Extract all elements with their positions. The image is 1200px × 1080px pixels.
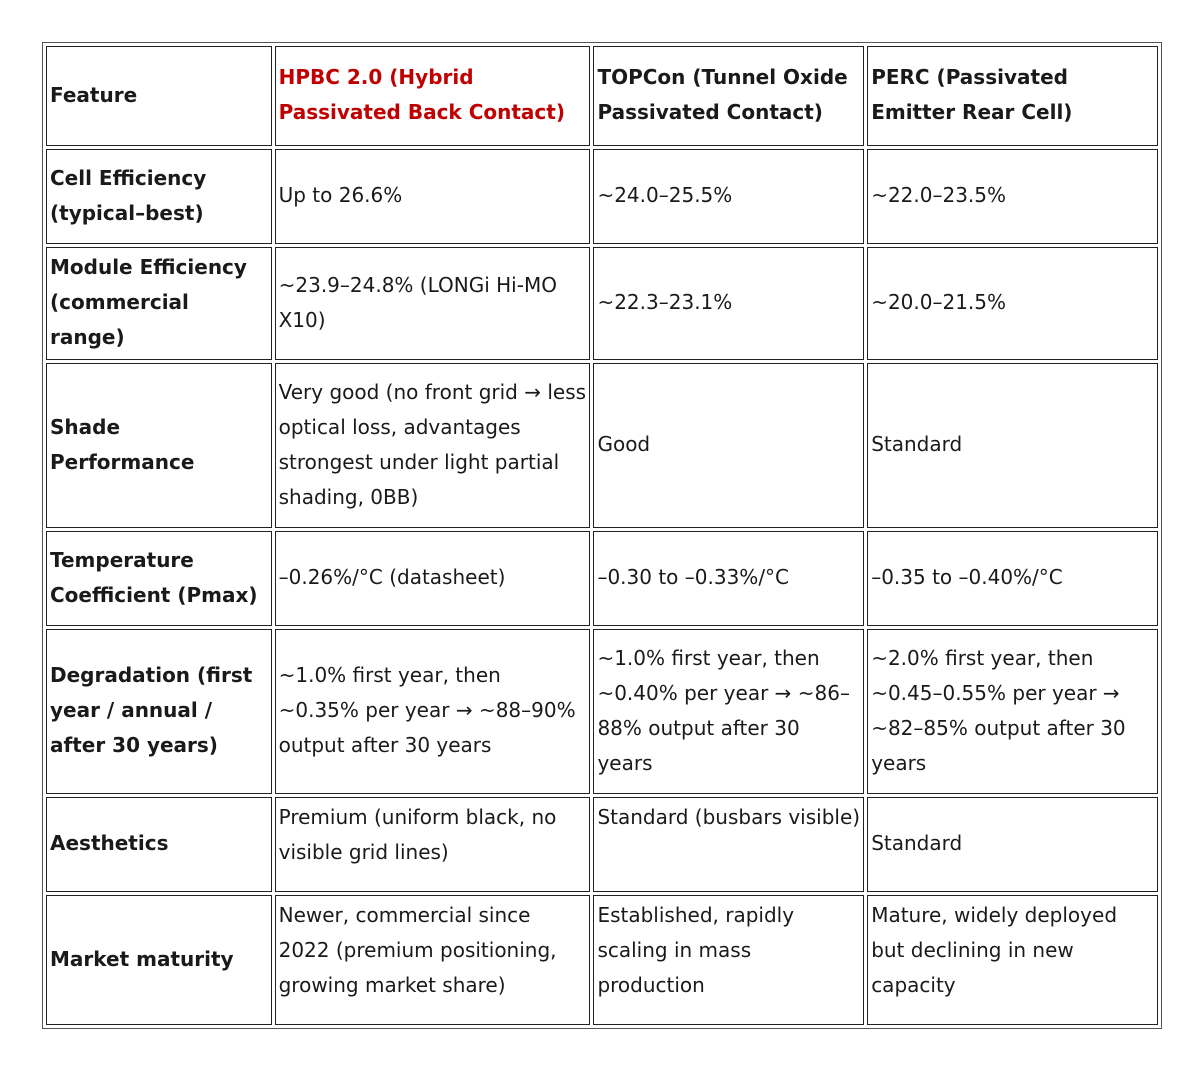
header-feature: Feature bbox=[46, 46, 272, 146]
row-feature-cell-efficiency: Cell Efficiency (typical–best) bbox=[46, 149, 272, 244]
cell-perc: Standard bbox=[867, 363, 1158, 528]
solar-cell-comparison-table bbox=[42, 42, 1162, 1029]
cell-perc: ~20.0–21.5% bbox=[867, 247, 1158, 360]
cell-hpbc: Newer, commercial since 2022 (premium positioning, growing market share) bbox=[275, 895, 591, 1025]
header-row bbox=[46, 46, 1158, 146]
table-row bbox=[46, 149, 1158, 244]
cell-topcon: Established, rapidly scaling in mass production bbox=[593, 895, 864, 1025]
row-feature-shade-performance: Shade Performance bbox=[46, 363, 272, 528]
cell-hpbc: Very good (no front grid → less optical loss, advantages strongest under light partial shading, 0BB) bbox=[275, 363, 591, 528]
cell-hpbc: Premium (uniform black, no visible grid lines) bbox=[275, 797, 591, 892]
row-feature-module-efficiency: Module Efficiency (commercial range) bbox=[46, 247, 272, 360]
cell-perc: ~2.0% first year, then ~0.45–0.55% per year → ~82–85% output after 30 years bbox=[867, 629, 1158, 794]
table-row bbox=[46, 895, 1158, 1025]
row-feature-degradation: Degradation (first year / annual / after 30 years) bbox=[46, 629, 272, 794]
table-row bbox=[46, 531, 1158, 626]
row-feature-aesthetics: Aesthetics bbox=[46, 797, 272, 892]
table-row bbox=[46, 797, 1158, 892]
table-row bbox=[46, 247, 1158, 360]
cell-hpbc: ~23.9–24.8% (LONGi Hi-MO X10) bbox=[275, 247, 591, 360]
cell-hpbc: –0.26%/°C (datasheet) bbox=[275, 531, 591, 626]
header-topcon: TOPCon (Tunnel Oxide Passivated Contact) bbox=[593, 46, 864, 146]
cell-perc: –0.35 to –0.40%/°C bbox=[867, 531, 1158, 626]
cell-topcon: ~24.0–25.5% bbox=[593, 149, 864, 244]
cell-perc: ~22.0–23.5% bbox=[867, 149, 1158, 244]
cell-hpbc: ~1.0% first year, then ~0.35% per year → ~88–90% output after 30 years bbox=[275, 629, 591, 794]
table-row bbox=[46, 629, 1158, 794]
header-hpbc: HPBC 2.0 (Hybrid Passivated Back Contact) bbox=[275, 46, 591, 146]
cell-perc: Mature, widely deployed but declining in new capacity bbox=[867, 895, 1158, 1025]
cell-topcon: Good bbox=[593, 363, 864, 528]
comparison-table-container bbox=[42, 42, 1162, 1029]
table-row bbox=[46, 363, 1158, 528]
cell-perc: Standard bbox=[867, 797, 1158, 892]
cell-hpbc: Up to 26.6% bbox=[275, 149, 591, 244]
cell-topcon: ~22.3–23.1% bbox=[593, 247, 864, 360]
cell-topcon: ~1.0% first year, then ~0.40% per year → ~86–88% output after 30 years bbox=[593, 629, 864, 794]
cell-topcon: Standard (busbars visible) bbox=[593, 797, 864, 892]
row-feature-temperature-coefficient: Temperature Coefficient (Pmax) bbox=[46, 531, 272, 626]
cell-topcon: –0.30 to –0.33%/°C bbox=[593, 531, 864, 626]
row-feature-market-maturity: Market maturity bbox=[46, 895, 272, 1025]
header-perc: PERC (Passivated Emitter Rear Cell) bbox=[867, 46, 1158, 146]
